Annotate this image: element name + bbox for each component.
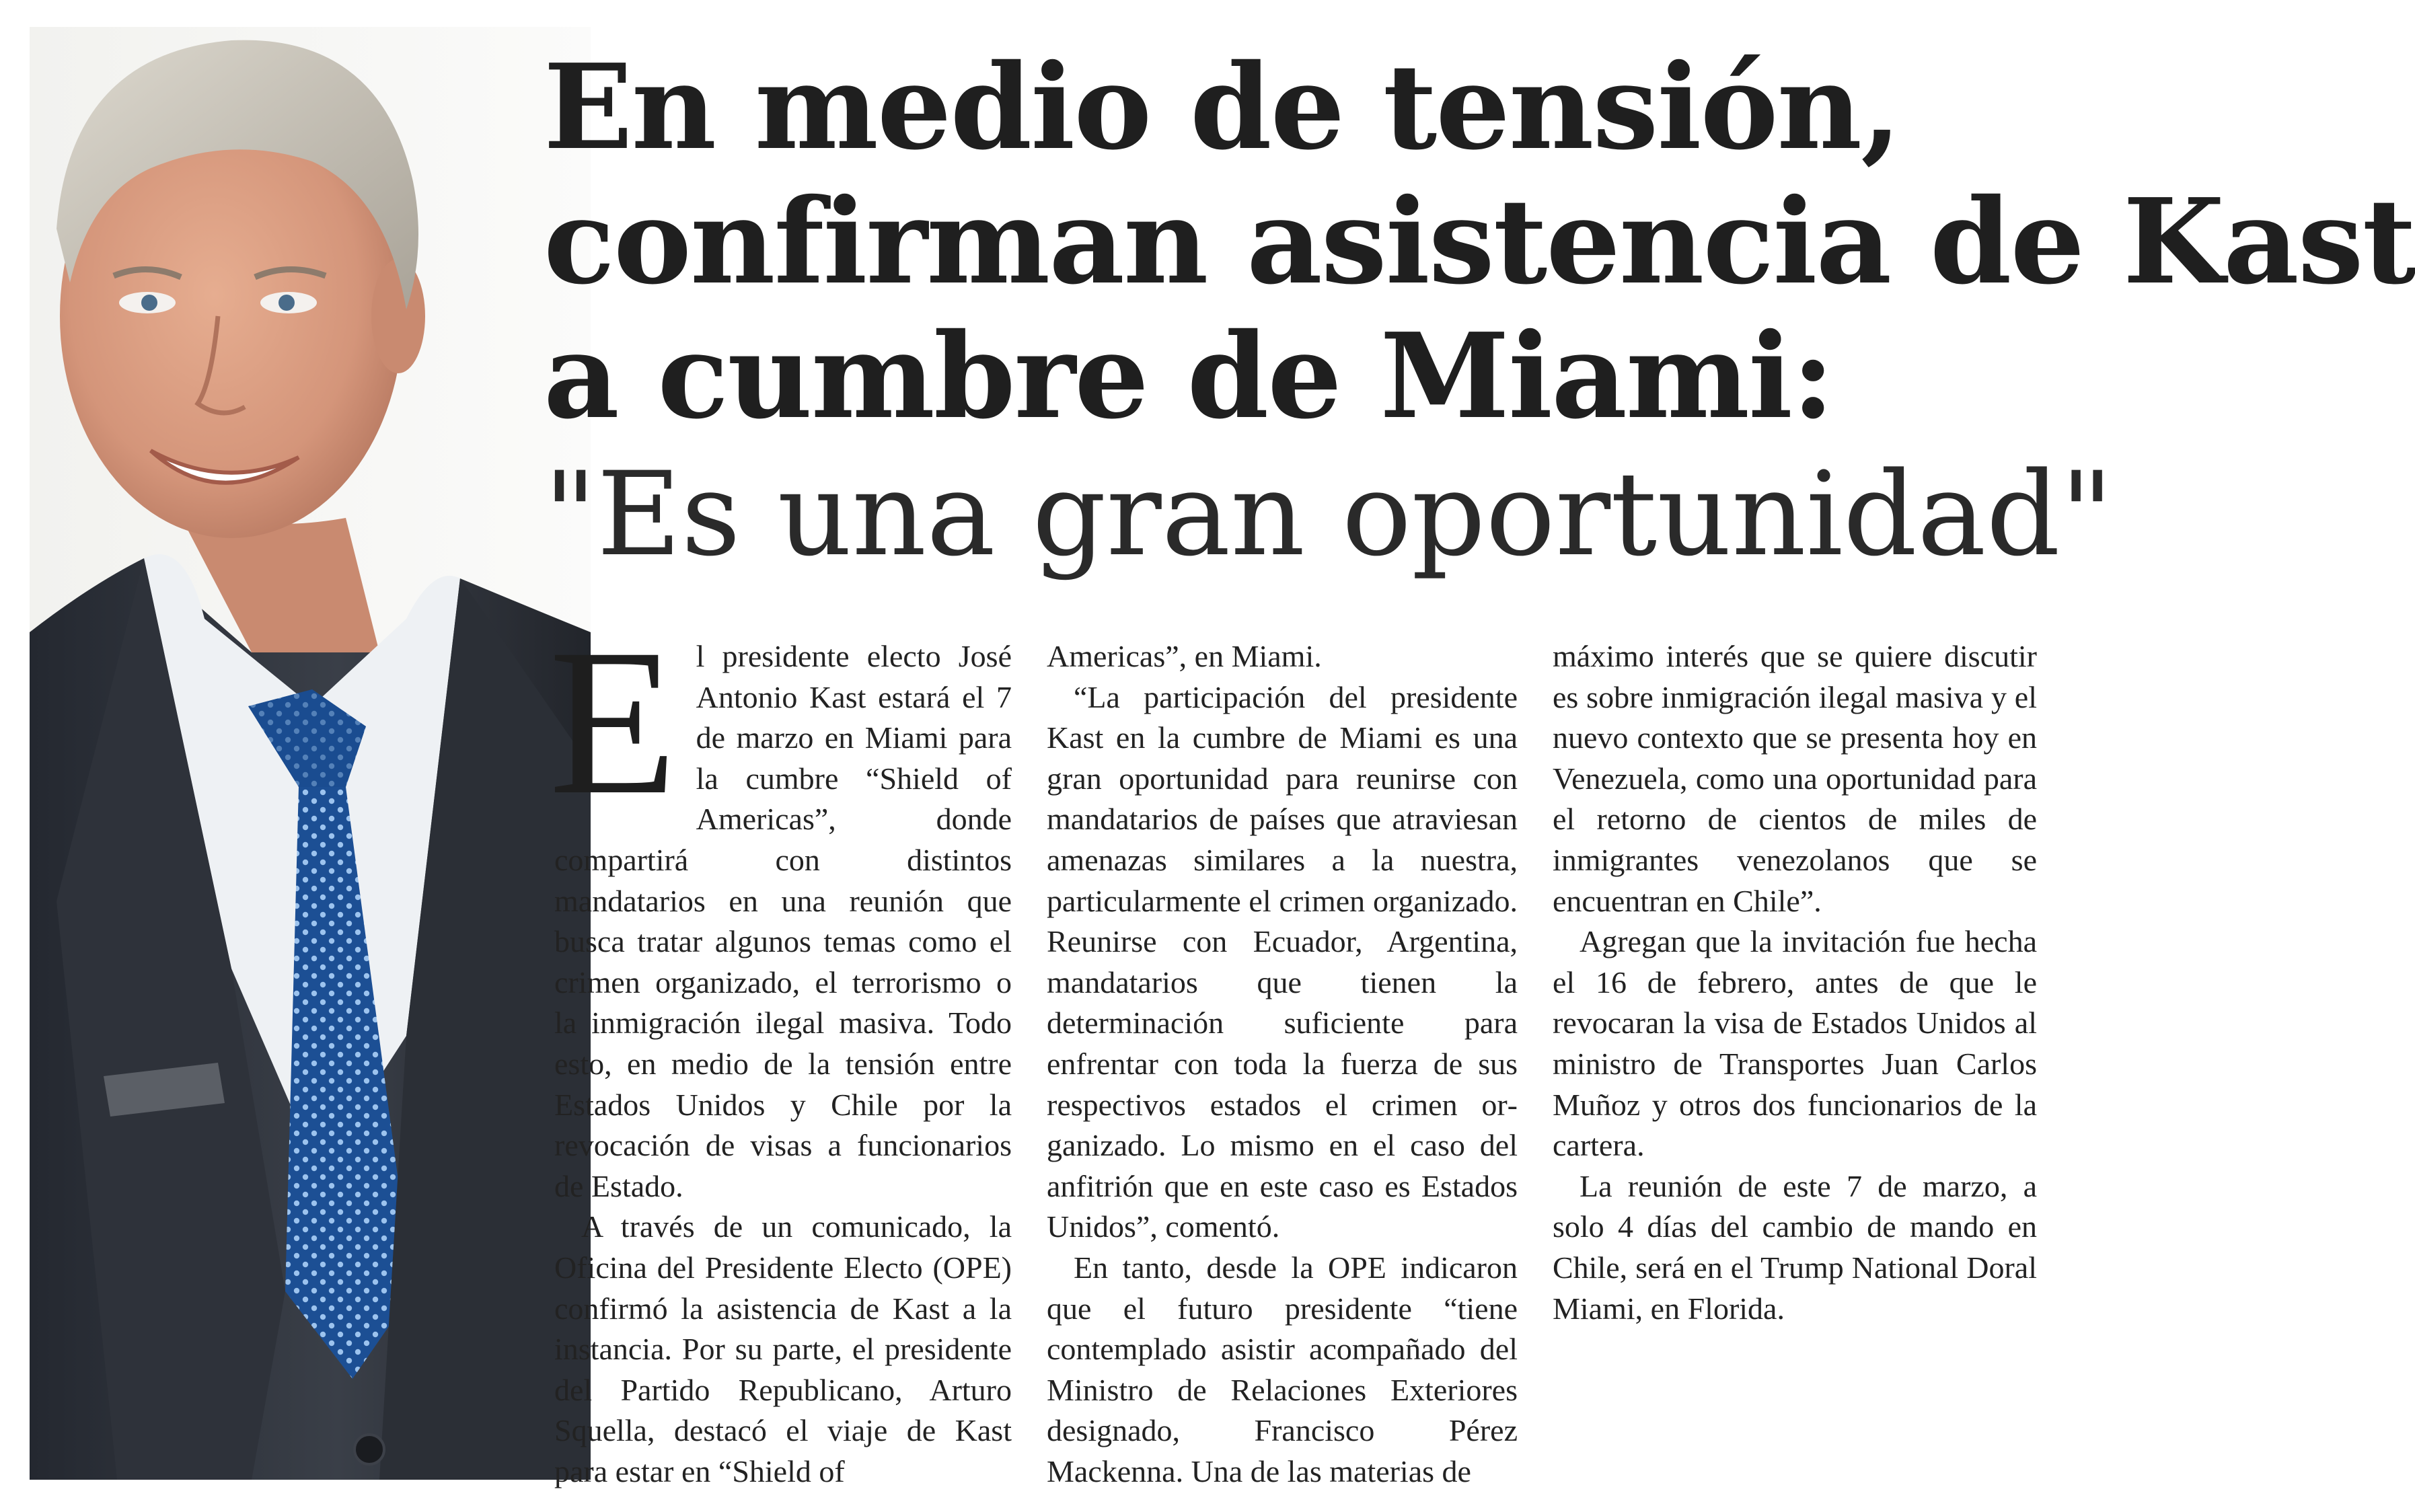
paragraph: Americas”, en Miami.: [1047, 639, 1322, 673]
drop-cap: E: [549, 606, 677, 838]
paragraph: En tanto, desde la OPE indicaron que el futuro presidente “tiene contemplado asistir acompañado del Ministro de Relaciones Exteriores designado, Francisco Pérez Mackenna. Una de las materias de: [1047, 1250, 1518, 1488]
headline-line-1: En medio de tensión,: [544, 39, 1900, 176]
paragraph: máximo interés que se quiere discutir es sobre inmigración ilegal masiva y el nuevo contexto que se presenta hoy en Venezuela, como una oportunidad para el retorno de cientos de miles de inmigrantes venezolanos que se encuentran en Chile”.: [1553, 639, 2037, 918]
article-column-2: [1047, 636, 1518, 1492]
paragraph: l presidente electo José Antonio Kast estará el 7 de marzo en Miami para la cumbre “Shield of Americas”, donde compartirá con distintos mandatarios en una reunión que busca tratar algunos temas como el crimen organizado, el terrorismo o la inmigración ilegal masiva. Todo esto, en medio de la tensión entre Estados Unidos y Chile por la revocación de visas a funcionarios de Estado.: [554, 639, 1012, 1203]
jacket-button: [355, 1435, 384, 1464]
headline-quote: "Es una gran oportunidad": [544, 447, 2114, 582]
article-column-3: [1553, 636, 2037, 1329]
headline-line-3: a cumbre de Miami:: [544, 308, 1834, 445]
headline: [544, 39, 2415, 585]
portrait-photo: [30, 27, 591, 1480]
article-column-1: [549, 606, 1012, 1492]
ear: [371, 259, 425, 373]
headline-line-2: confirman asistencia de Kast: [544, 174, 2415, 311]
paragraph: A través de un comunicado, la Oficina del Presidente Electo (OPE) confirmó la asistencia de Kast a la instancia. Por su parte, el presidente del Partido Republicano, Arturo Squella, destacó el viaje de Kast para estar en “Shield of: [554, 1209, 1012, 1488]
paragraph: Agregan que la invitación fue hecha el 16 de febrero, antes de que le revocaran la visa de Estados Unidos al ministro de Transportes Juan Carlos Muñoz y otros dos funcionarios de la cartera.: [1553, 924, 2037, 1163]
paragraph: La reunión de este 7 de marzo, a solo 4 días del cambio de mando en Chile, será en el Trump National Doral Miami, en Florida.: [1553, 1168, 2037, 1326]
paragraph: “La participación del presidente Kast en la cumbre de Miami es una gran oportunidad para reunirse con mandatarios de países que atraviesan amenazas similares a la nuestra, particularmente el crimen organizado. Reunirse con Ecuador, Argentina, mandatarios que tienen la determinación suficiente para enfrentar con toda la fuerza de sus respectivos estados el crimen organizado. Lo mismo en el caso del anfitrión que en este caso es Estados Unidos”, comentó.: [1047, 679, 1518, 1244]
